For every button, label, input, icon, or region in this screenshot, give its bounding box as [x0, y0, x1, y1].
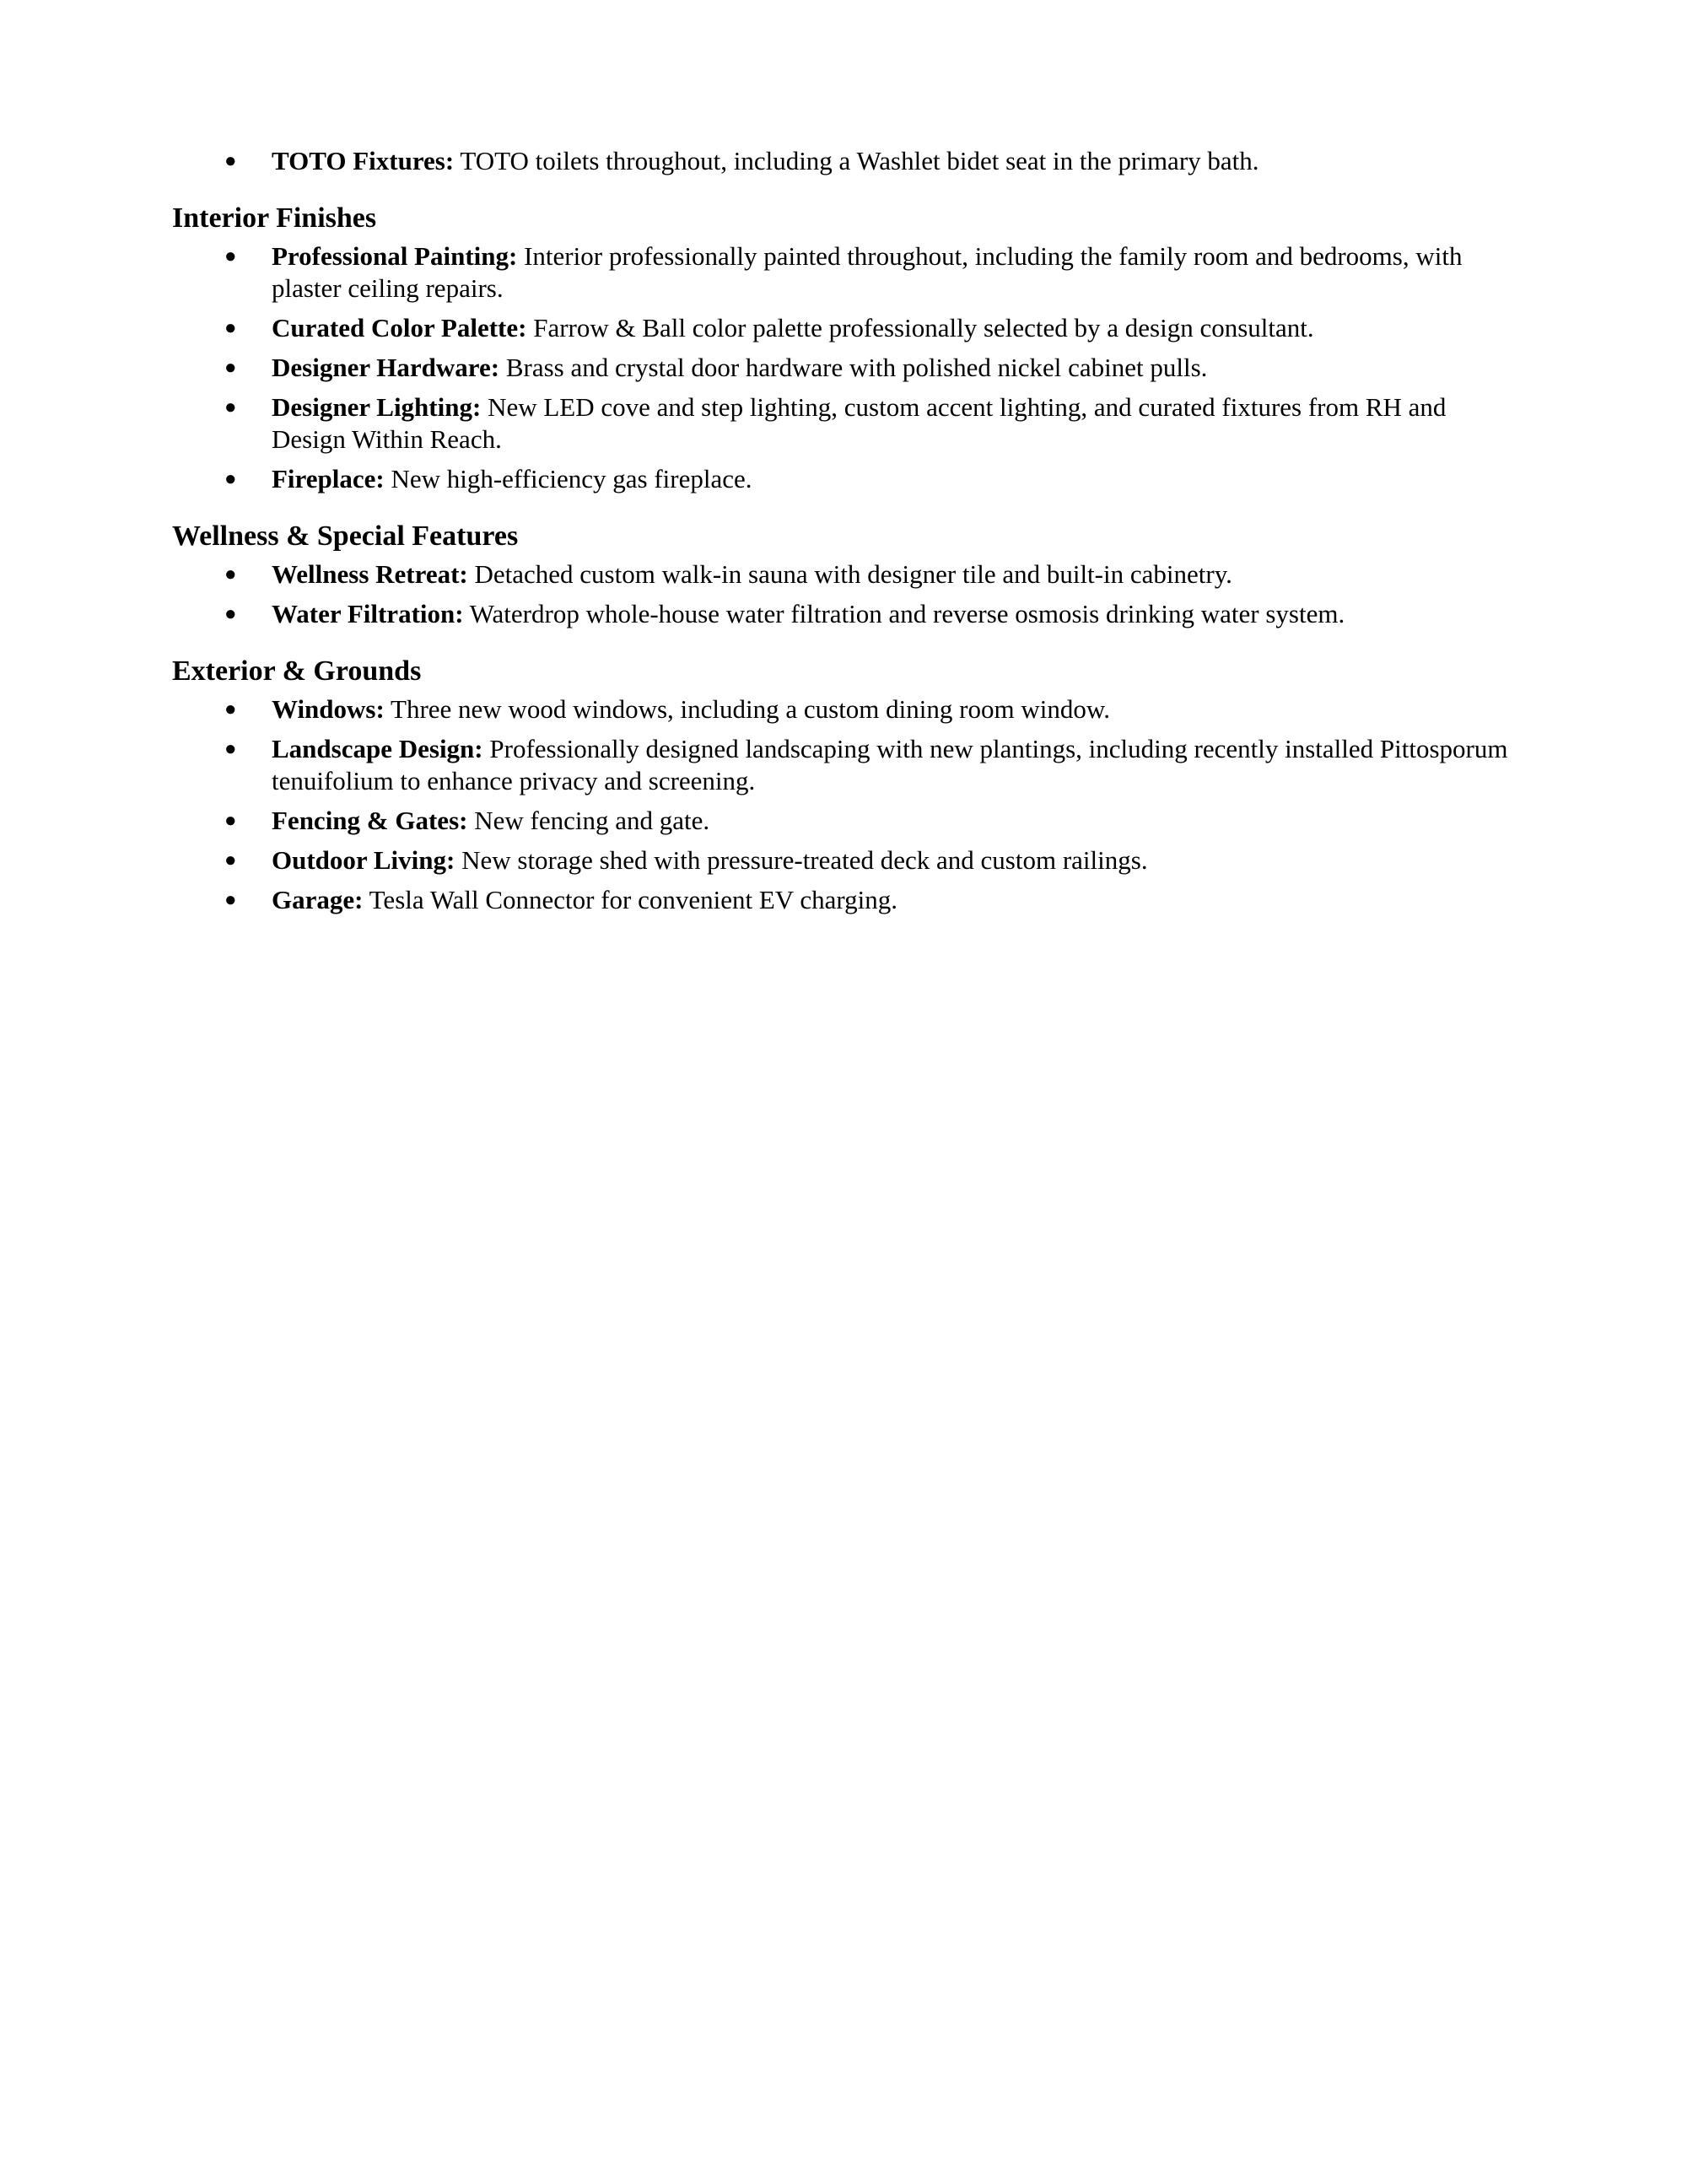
item-term: Windows: [272, 694, 385, 724]
item-term: Water Filtration: [272, 599, 464, 628]
bullet-icon: ● [224, 849, 237, 871]
bullet-icon: ● [224, 810, 237, 832]
item-term: Wellness Retreat: [272, 559, 468, 589]
bullet-icon: ● [224, 889, 237, 911]
item-text: Detached custom walk-in sauna with designer tile and built-in cabinetry. [467, 559, 1232, 589]
bullet-icon: ● [224, 357, 237, 379]
item-text: New LED cove and step lighting, custom accent lighting, and curated fixtures from RH and Design Within Reach. [272, 392, 1447, 454]
item-term: Garage: [272, 885, 364, 914]
item-text: Interior professionally painted throughout, including the family room and bedrooms, with plaster ceiling repairs. [272, 241, 1463, 303]
item-text: New storage shed with pressure-treated deck and custom railings. [455, 845, 1148, 875]
item-text: Waterdrop whole-house water filtration and reverse osmosis drinking water system. [463, 599, 1345, 628]
spacer [172, 185, 1522, 202]
list-item [172, 805, 1522, 837]
item-term: Designer Hardware: [272, 353, 500, 382]
list-item [172, 884, 1522, 916]
spacer [172, 503, 1522, 520]
item-term: Designer Lighting: [272, 392, 482, 422]
bullet-icon: ● [224, 603, 237, 625]
item-term: Professional Painting: [272, 241, 518, 271]
item-text: New fencing and gate. [467, 806, 710, 835]
section-list-wellness [172, 558, 1522, 630]
list-item [172, 463, 1522, 495]
list-item [172, 598, 1522, 630]
item-text: Tesla Wall Connector for convenient EV charging. [363, 885, 898, 914]
list-item [172, 352, 1522, 384]
item-text: Professionally designed landscaping with new plantings, including recently installed Pittosporum tenuifolium to enhance privacy and screening. [272, 734, 1508, 795]
item-text: Farrow & Ball color palette professionally selected by a design consultant. [526, 313, 1314, 342]
item-term: TOTO Fixtures: [272, 146, 455, 175]
section-heading-exterior-grounds: Exterior & Grounds [172, 655, 422, 687]
list-item [172, 693, 1522, 725]
bullet-icon: ● [224, 698, 237, 720]
bullet-icon: ● [224, 564, 237, 585]
bullet-icon: ● [224, 396, 237, 418]
section-list-interior-finishes [172, 240, 1522, 495]
item-text: TOTO toilets throughout, including a Washlet bidet seat in the primary bath. [454, 146, 1259, 175]
item-term: Landscape Design: [272, 734, 483, 763]
list-item [172, 391, 1522, 456]
list-item [172, 240, 1522, 305]
bullet-icon: ● [224, 468, 237, 490]
item-term: Fencing & Gates: [272, 806, 468, 835]
section-heading-wellness: Wellness & Special Features [172, 520, 519, 552]
spacer [172, 638, 1522, 655]
list-item [172, 844, 1522, 876]
section-list-exterior-grounds [172, 693, 1522, 916]
list-item [172, 733, 1522, 797]
item-term: Curated Color Palette: [272, 313, 527, 342]
item-text: Three new wood windows, including a custom dining room window. [384, 694, 1110, 724]
list-item [172, 558, 1522, 590]
list-item [172, 145, 1522, 177]
item-term: Fireplace: [272, 464, 385, 493]
item-term: Outdoor Living: [272, 845, 455, 875]
bullet-icon: ● [224, 738, 237, 760]
item-text: Brass and crystal door hardware with polished nickel cabinet pulls. [499, 353, 1208, 382]
bullet-icon: ● [224, 150, 237, 172]
item-text: New high-efficiency gas fireplace. [384, 464, 752, 493]
section-heading-interior-finishes: Interior Finishes [172, 202, 377, 234]
intro-list [172, 145, 1522, 177]
list-item [172, 312, 1522, 344]
document-content [172, 145, 1522, 924]
bullet-icon: ● [224, 317, 237, 339]
bullet-icon: ● [224, 245, 237, 267]
